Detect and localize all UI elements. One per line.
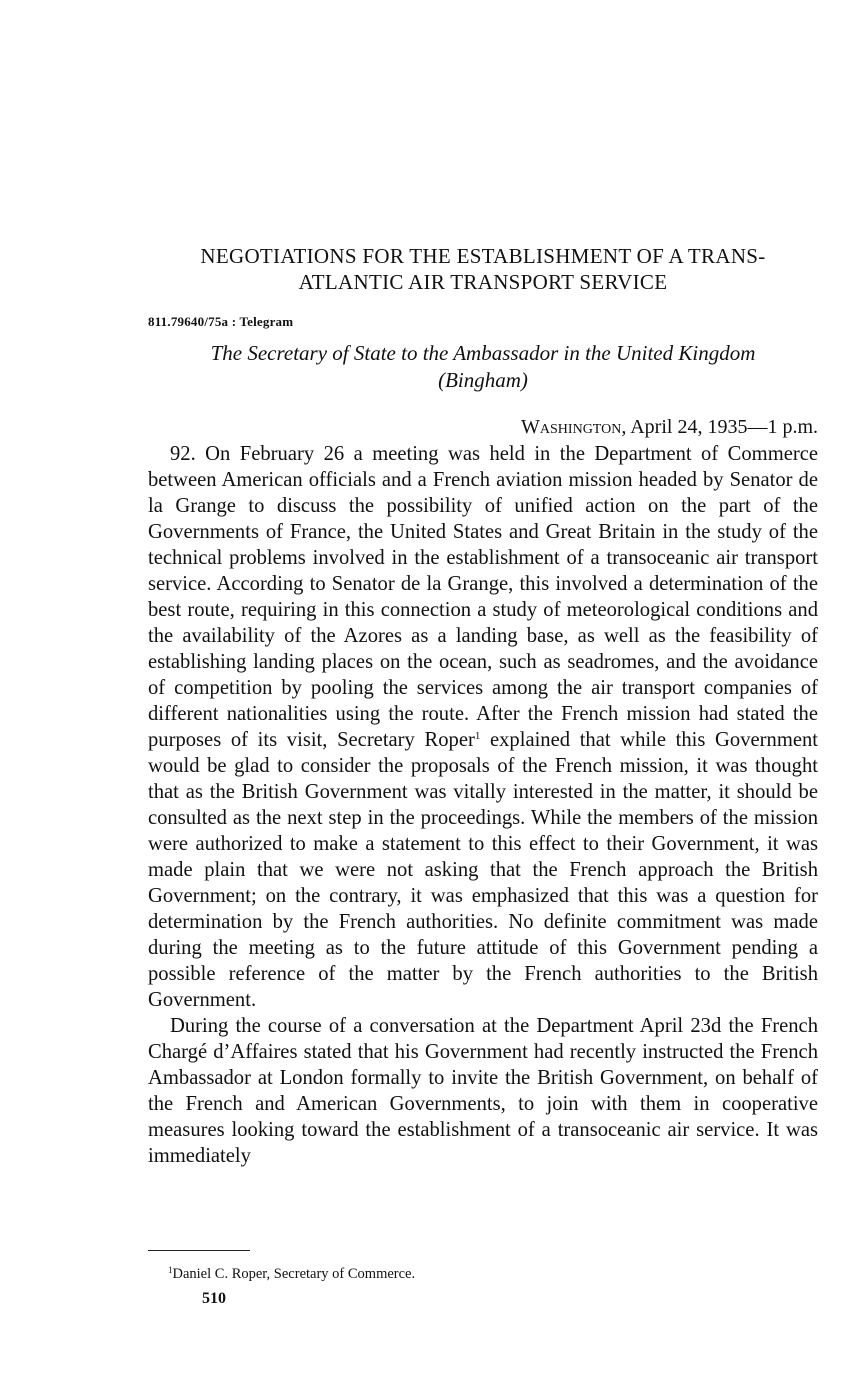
dateline-place: Washington,	[521, 416, 627, 438]
file-reference: 811.79640/75a : Telegram	[148, 314, 294, 329]
footnote-marker: 1	[168, 1265, 173, 1275]
paragraph-1-part-1: 92. On February 26 a meeting was held in the Department of Commerce between American officials and a French aviation mission headed by Senator de la Grange to discuss the possibility of unified action on the part of the Governments of France, the United States and Great Britain in the study of the technical problems involved in the establishment of a transoceanic air transport service. According to Senator de la Grange, this involved a determination of the best route, requiring in this connection a study of meteorological conditions and the availability of the Azores as a landing base, as well as the feasibility of establishing landing places on the ocean, such as seadromes, and the avoidance of competition by pooling the services among the air transport companies of different nationalities using the route. After the French mission had stated the purposes of its visit, Secretary Roper	[148, 443, 818, 751]
footnote-text: Daniel C. Roper, Secretary of Commerce.	[172, 1266, 416, 1282]
paragraph-2: During the course of a conversation at the Department April 23d the French Chargé d’Affaires stated that his Government had recently instructed the French Ambassador at London formally to invite the British Government, on behalf of the French and American Governments, to join with them in cooperative measures looking toward the establishment of a transoceanic air service. It was immediately	[148, 1015, 818, 1167]
paragraph-1	[148, 441, 818, 1013]
footnote-divider	[148, 1250, 250, 1251]
heading-line-1: The Secretary of State to the Ambassador in the United Kingdom	[210, 341, 756, 365]
page-number: 510	[202, 1290, 226, 1307]
heading-line-2: (Bingham)	[438, 368, 528, 392]
paragraph-1-part-2: explained that while this Government would be glad to consider the proposals of the French mission, it was thought that as the British Government was vitally interested in the matter, it should be consulted as the next step in the proceedings. While the members of the mission were authorized to make a statement to this effect to their Government, it was made plain that we were not asking that the French approach the British Government; on the contrary, it was emphasized that this was a question for determination by the French authorities. No definite commitment was made during the meeting as to the future attitude of this Government pending a possible reference of the matter by the French authorities to the British Government.	[148, 729, 818, 1011]
footnote-reference: 1	[474, 730, 481, 742]
footnote	[168, 1265, 415, 1283]
dateline	[521, 414, 818, 440]
title-line-1: NEGOTIATIONS FOR THE ESTABLISHMENT OF A TRANS-	[200, 244, 766, 268]
title-line-2: ATLANTIC AIR TRANSPORT SERVICE	[298, 270, 668, 294]
document-body	[148, 441, 818, 1169]
document-heading	[148, 340, 818, 394]
document-title	[148, 243, 818, 295]
dateline-date: April 24, 1935—1 p.m.	[626, 416, 818, 438]
